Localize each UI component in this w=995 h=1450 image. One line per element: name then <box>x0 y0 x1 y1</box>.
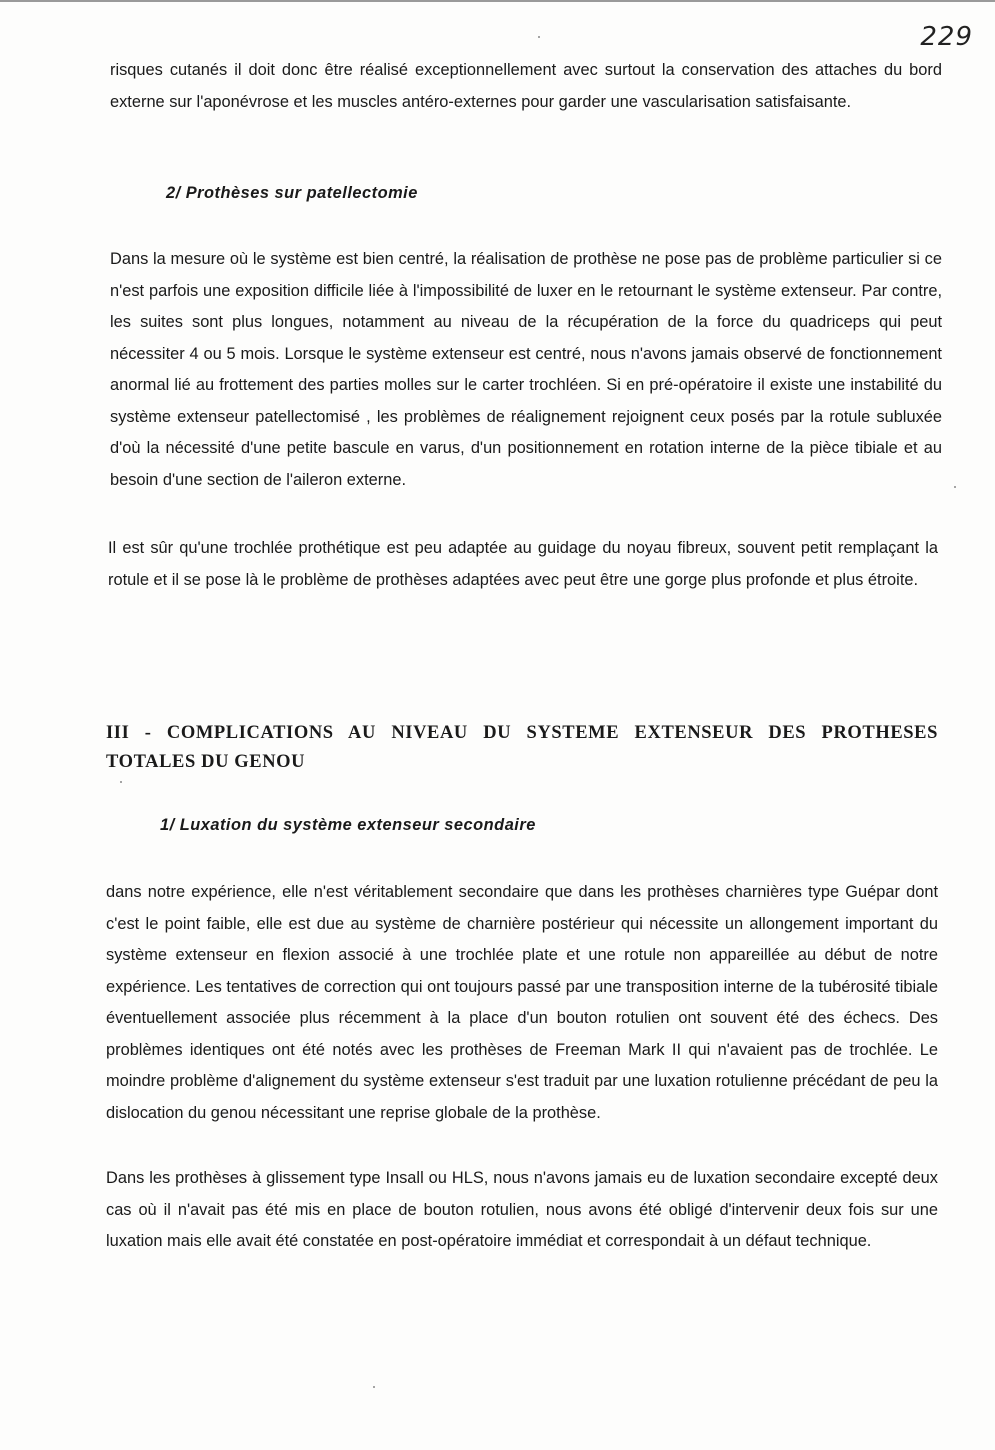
paragraph-guepar-experience: dans notre expérience, elle n'est véritablement secondaire que dans les prothèses charnières type Guépar dont c'est le point faible, elle est due au système de charnière postérieur qui nécessite un allongement important du système extenseur en flexion associé à une trochlée plate et une rotule non appareillée au début de notre expérience. Les tentatives de correction qui ont toujours passé par une transposition interne de la tubérosité tibiale éventuellement associée plus récemment à la place d'un bouton rotulien ont souvent été des échecs. Des problèmes identiques ont été notés avec les prothèses de Freeman Mark II qui n'avaient pas de trochlée. Le moindre problème d'alignement du système extenseur s'est traduit par une luxation rotulienne précédant de peu la dislocation du genou nécessitant une reprise globale de la prothèse. <box>106 883 938 1122</box>
scan-speck <box>120 781 122 783</box>
subheading-secondary-luxation: 1/ Luxation du système extenseur secondaire <box>160 816 536 834</box>
scan-speck <box>954 486 956 488</box>
top-edge-rule <box>0 0 995 2</box>
section-heading-complications: III - COMPLICATIONS AU NIVEAU DU SYSTEME EXTENSEUR DES PROTHESES TOTALES DU GENOU <box>106 723 938 772</box>
paragraph-patellectomy-centering: Dans la mesure où le système est bien centré, la réalisation de prothèse ne pose pas de problème particulier si ce n'est parfois une exposition difficile liée à l'impossibilité de luxer en le retournant le système extenseur. Par contre, les suites sont plus longues, notamment au niveau de la récupération de la force du quadriceps qui peut nécessiter 4 ou 5 mois. Lorsque le système extenseur est centré, nous n'avons jamais observé de fonctionnement anormal lié au frottement des parties molles sur le carter trochléen. Si en pré-opératoire il existe une instabilité du système extenseur patellectomisé , les problèmes de réalignement rejoignent ceux posés par la rotule subluxée d'où la nécessité d'une petite bascule en varus, d'un positionnement en rotation interne de la pièce tibiale et au besoin d'une section de l'aileron externe. <box>110 250 942 489</box>
scan-speck <box>538 36 540 38</box>
subheading-patellectomy-prostheses: 2/ Prothèses sur patellectomie <box>166 184 418 202</box>
scan-speck <box>373 1386 375 1388</box>
paragraph-sliding-prostheses: Dans les prothèses à glissement type Insall ou HLS, nous n'avons jamais eu de luxation secondaire excepté deux cas où il n'avait pas été mis en place de bouton rotulien, nous avons été obligé d'intervenir deux fois sur une luxation mais elle avait été constatée en post-opératoire immédiat et correspondait à un défaut technique. <box>106 1169 938 1250</box>
paragraph-prosthetic-trochlea: Il est sûr qu'une trochlée prothétique est peu adaptée au guidage du noyau fibreux, souvent petit remplaçant la rotule et il se pose là le problème de prothèses adaptées avec peut être une gorge plus profonde et plus étroite. <box>108 539 938 589</box>
paragraph-cutaneous-risks: risques cutanés il doit donc être réalisé exceptionnellement avec surtout la conservation des attaches du bord externe sur l'aponévrose et les muscles antéro-externes pour garder une vascularisation satisfaisante. <box>110 61 942 111</box>
page-number: 229 <box>920 22 973 52</box>
